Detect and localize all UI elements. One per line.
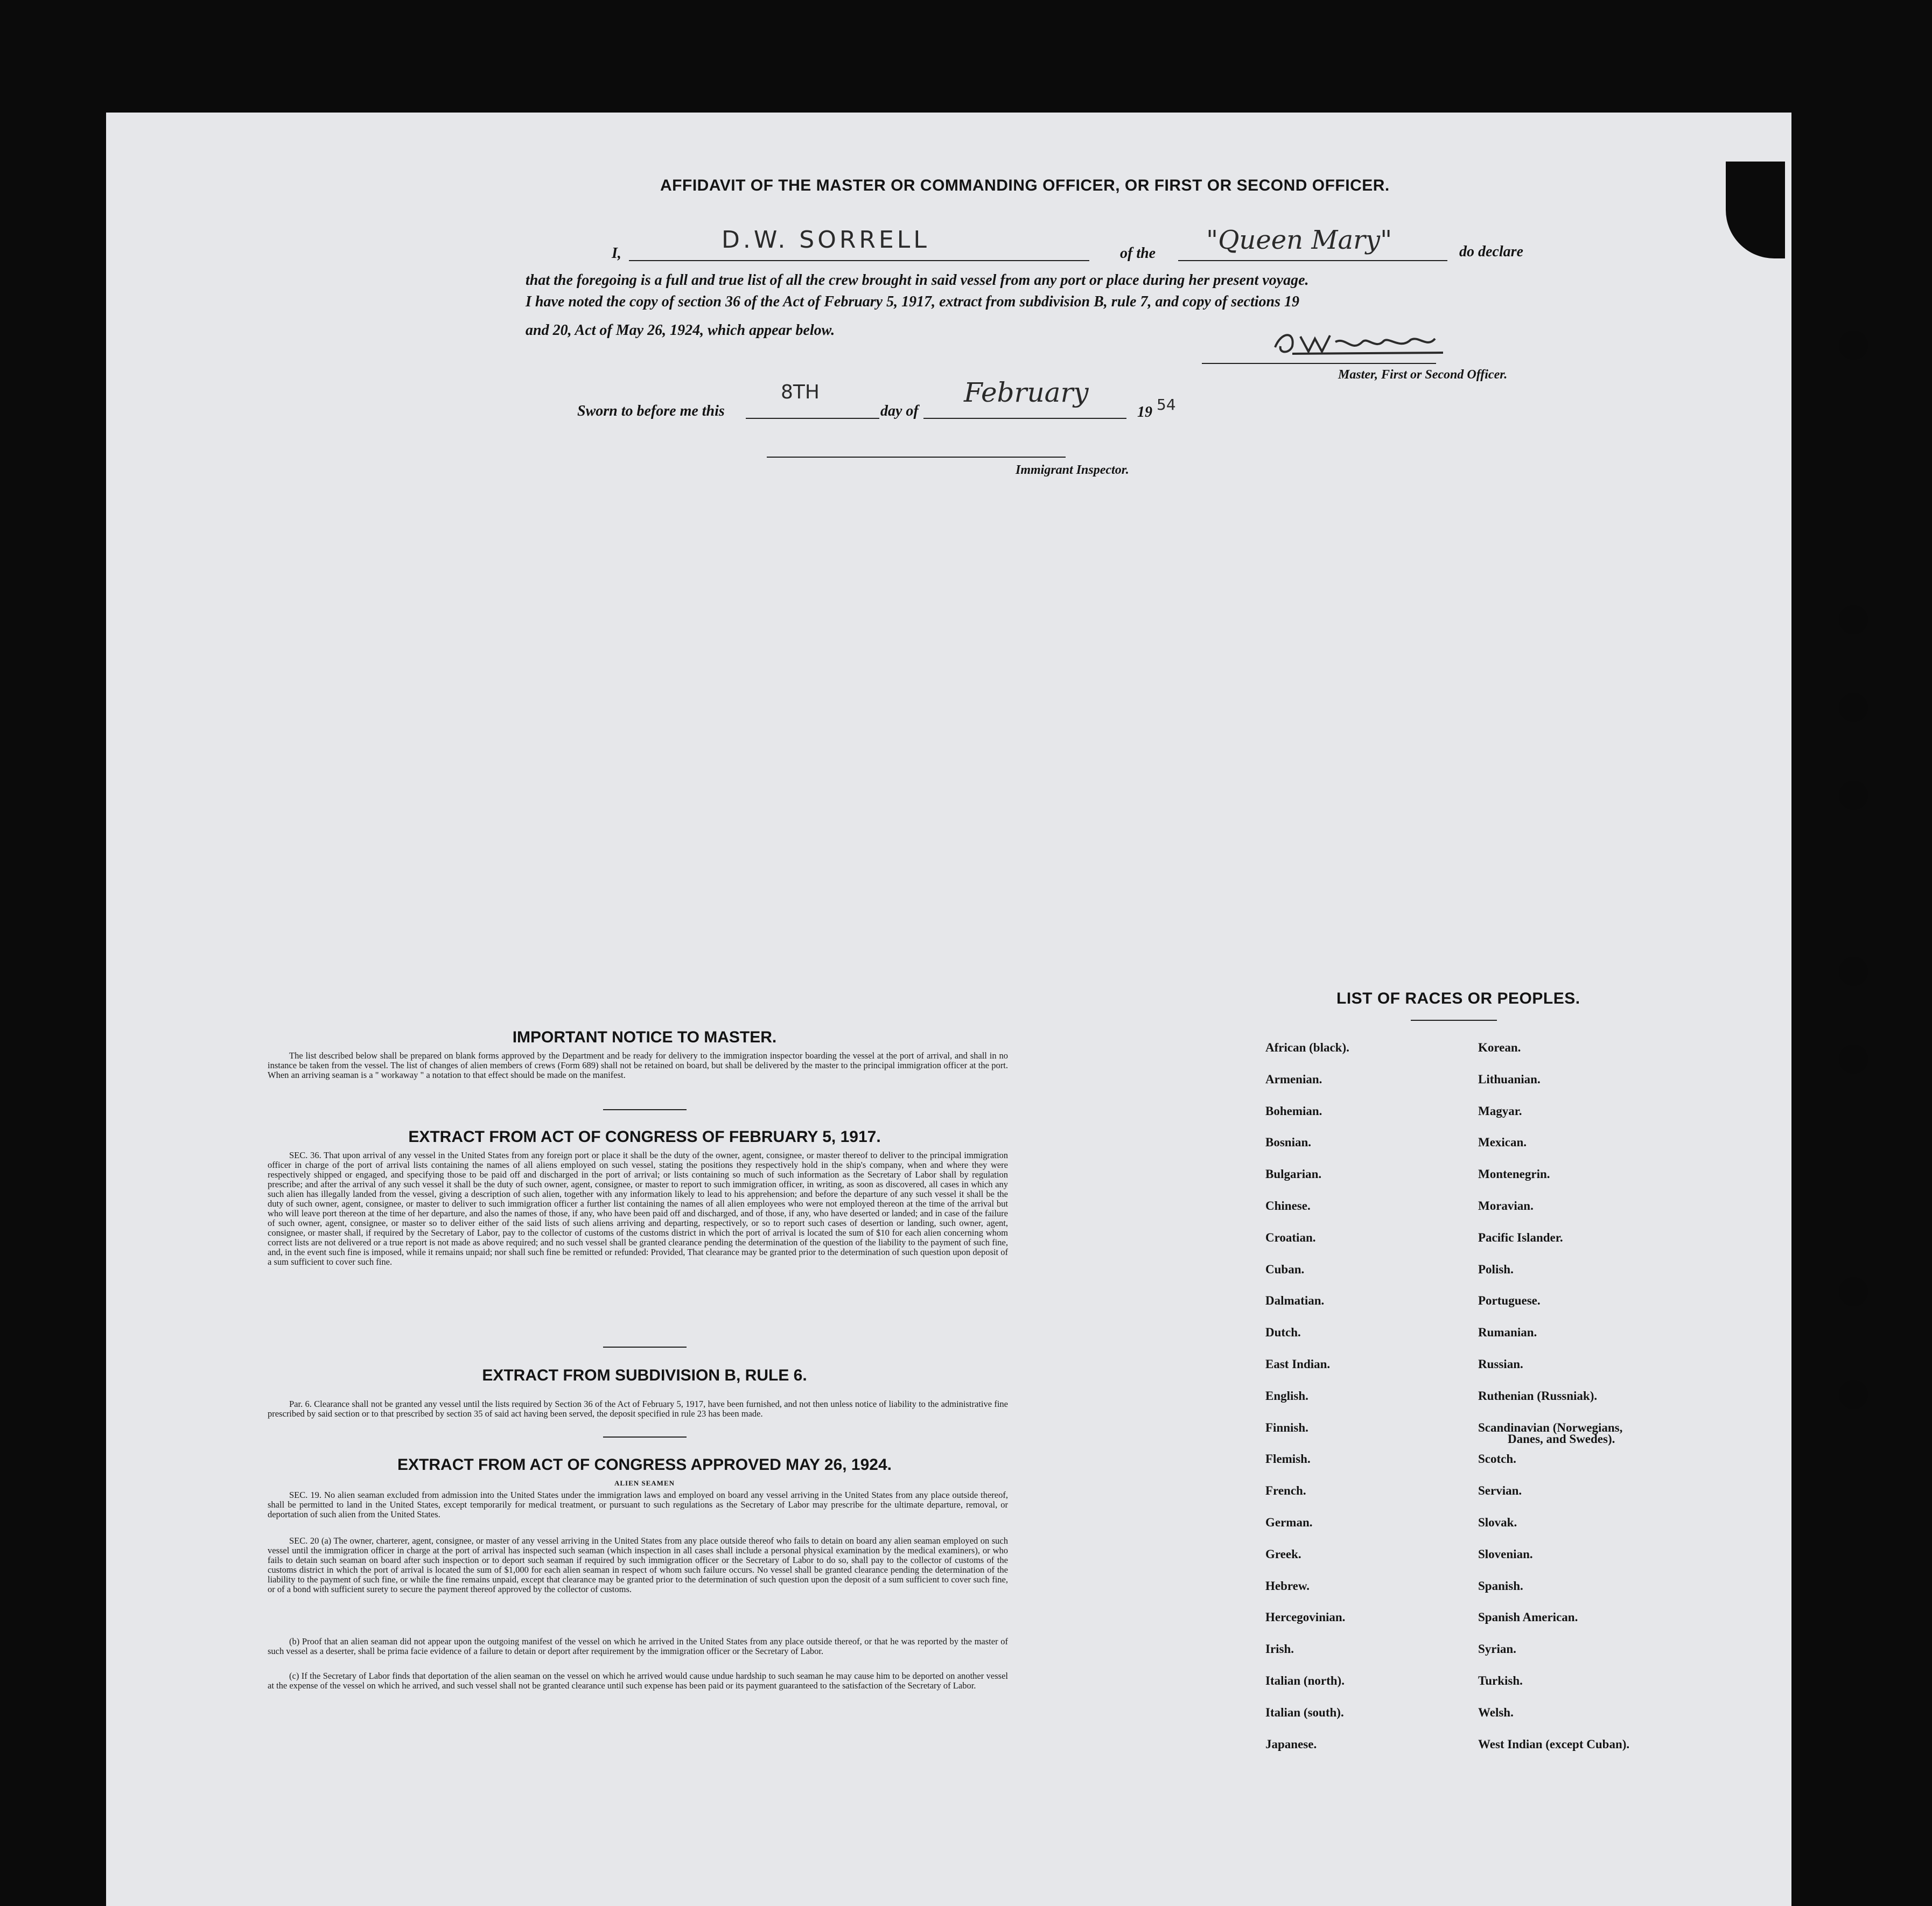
race-list-item: Dalmatian.	[1265, 1294, 1325, 1308]
race-list-item: English.	[1265, 1389, 1308, 1403]
race-list-item: Bohemian.	[1265, 1104, 1322, 1118]
race-list-item: African (black).	[1265, 1041, 1349, 1054]
race-list-item: Pacific Islander.	[1478, 1230, 1563, 1244]
section-divider	[603, 1347, 687, 1348]
race-list-item: Hebrew.	[1265, 1579, 1310, 1593]
name-line	[629, 260, 1089, 261]
subdivision-title: EXTRACT FROM SUBDIVISION B, RULE 6.	[482, 1367, 807, 1384]
race-list-item: Greek.	[1265, 1547, 1301, 1561]
race-list-item: East Indian.	[1265, 1357, 1331, 1371]
race-list-item: Polish.	[1478, 1262, 1514, 1276]
affidavit-i-label: I,	[612, 245, 621, 262]
punch-hole	[1839, 605, 1868, 634]
race-list-item: Spanish American.	[1478, 1610, 1578, 1624]
races-title-underline	[1411, 1020, 1497, 1021]
extract-1924-sec19: SEC. 19. No alien seaman excluded from admission into the United States under the immigration laws and employed on board any vessel arriving in the United States from any place outside thereof, shall be permitted to land in the United States, except temporarily for medical treatment, or pursuant to such regulations as the Secretary of Labor may prescribe for the ultimate departure, removal, or deportation of such alien from the United States.	[268, 1490, 1008, 1519]
punch-hole	[1839, 957, 1868, 986]
punch-hole	[1839, 693, 1868, 722]
race-list-item: Hercegovinian.	[1265, 1610, 1346, 1624]
sworn-day-handwritten: 8TH	[781, 381, 820, 403]
race-list-item: Slovenian.	[1478, 1547, 1533, 1561]
punch-hole	[1839, 1380, 1868, 1409]
punch-hole	[1839, 331, 1868, 360]
race-list-item: Turkish.	[1478, 1674, 1523, 1687]
punch-hole	[1839, 1045, 1868, 1074]
signature-drawing	[1271, 320, 1454, 363]
master-officer-label: Master, First or Second Officer.	[1338, 368, 1508, 382]
race-list-item: Irish.	[1265, 1642, 1294, 1656]
race-scandinavian-continued: Danes, and Swedes).	[1508, 1432, 1615, 1446]
extract-1924-sec20a: SEC. 20 (a) The owner, charterer, agent, consignee, or master of any vessel arriving in the United States from any place outside thereof who fails to detain on board any alien seaman employed on such vessel until the immigration officer in charge at the port of arrival has inspected such seaman (which inspection in all cases shall include a personal physical examination by the medical examiners), or who fails to detain such seaman on board after such inspection or to deport such seaman if required by such immigration officer or the Secretary of Labor to do so, shall pay to the collector of customs of the customs district in which the port of arrival is located the sum of $1,000 for each alien seaman in respect of whom such failure occurs. No vessel shall be granted clearance pending the determination of the liability to the payment of such fine, or while the fine remains unpaid, except that clearance may be granted prior to the determination of such question upon the deposit of a sum sufficient to cover such fine, or of a bond with sufficient surety to secure the payment thereof approved by the collector of customs.	[268, 1536, 1008, 1594]
race-list-item: Magyar.	[1478, 1104, 1522, 1118]
race-list-item: Flemish.	[1265, 1452, 1311, 1466]
race-list-item: Scotch.	[1478, 1452, 1516, 1466]
notice-title: IMPORTANT NOTICE TO MASTER.	[512, 1028, 777, 1046]
race-list-item: Servian.	[1478, 1484, 1522, 1498]
subdivision-text: Par. 6. Clearance shall not be granted any vessel until the lists required by Section 36 of the Act of February 5, 1917, have been furnished, and not then unless notice of liability to the administrative fine prescribed by said section or to that prescribed by section 35 of said act having been served, the deposit specified in rule 23 has been made.	[268, 1399, 1008, 1419]
do-declare-label: do declare	[1459, 243, 1523, 260]
race-list-item: Japanese.	[1265, 1737, 1317, 1751]
day-of-label: day of	[880, 403, 919, 419]
race-list-item: Croatian.	[1265, 1230, 1316, 1244]
sworn-month-line	[923, 418, 1126, 419]
alien-seamen-subhead: ALIEN SEAMEN	[614, 1479, 675, 1487]
race-list-item: Portuguese.	[1478, 1294, 1541, 1308]
race-list-item: Mexican.	[1478, 1136, 1527, 1150]
year-prefix: 19	[1137, 404, 1152, 421]
race-list-item: West Indian (except Cuban).	[1478, 1737, 1630, 1751]
race-list-item: Armenian.	[1265, 1072, 1322, 1086]
vessel-line	[1178, 260, 1447, 261]
race-list-item: Moravian.	[1478, 1199, 1534, 1213]
year-suffix-handwritten: 54	[1157, 396, 1176, 414]
inspector-label: Immigrant Inspector.	[1016, 463, 1129, 477]
race-list-item: Cuban.	[1265, 1262, 1305, 1276]
race-list-item: German.	[1265, 1516, 1313, 1529]
extract-1917-text: SEC. 36. That upon arrival of any vessel in the United States from any foreign port or place it shall be the duty of the owner, agent, consignee, or master thereof to deliver to the principal immigration officer in charge of the port of arrival lists containing the names of all aliens employed on such vessel, stating the positions they respectively hold in the ship's company, when and where they were respectively shipped or engaged, and specifying those to be paid off and discharged in the port of arrival; or lists containing so much of such information as the Secretary of Labor shall by regulation prescribe; and after the arrival of any such vessel it shall be the duty of such owner, agent, consignee, or master to report to such immigration officer, in writing, as soon as discovered, all cases in which any such alien has illegally landed from the vessel, giving a description of such alien, together with any information likely to lead to his apprehension; and before the departure of any such vessel it shall be the duty of such owner, agent, consignee, or master to deliver to such immigration officer a further list containing the names of all alien employees who were not employed thereon at the time of the arrival but who will leave port thereon at the time of her departure, and also the names of those, if any, who have been paid off and discharged, and of those, if any, who have deserted or landed; and in case of the failure of such owner, agent, consignee, or master so to deliver either of the said lists of such aliens arriving and departing, respectively, or so to report such cases of desertion or landing, such owner, agent, consignee, or master shall, if required by the Secretary of Labor, pay to the collector of customs of the customs district in which the port of arrival is located the sum of $10 for each alien concerning whom correct lists are not delivered or a true report is not made as above required; and no such vessel shall be granted clearance pending the determination of the question of the liability to the payment of such fine, and, in the event such fine is imposed, while it remains unpaid; nor shall such fine be remitted or refunded: Provided, That clearance may be granted prior to the determination of such question upon deposit of a sum sufficient to cover such fine.	[268, 1150, 1008, 1267]
master-signature-line	[1202, 363, 1436, 364]
race-list-item: Scandinavian (Norwegians,	[1478, 1420, 1623, 1434]
race-list-item: Finnish.	[1265, 1420, 1308, 1434]
races-title: LIST OF RACES OR PEOPLES.	[1336, 990, 1580, 1007]
affidavit-line-2: that the foregoing is a full and true list of all the crew brought in said vessel from any port or place during her present voyage.	[526, 272, 1309, 289]
section-divider	[603, 1109, 687, 1110]
section-divider	[603, 1436, 687, 1438]
affidavit-title: AFFIDAVIT OF THE MASTER OR COMMANDING OFFICER, OR FIRST OR SECOND OFFICER.	[660, 177, 1390, 194]
punch-hole	[1839, 781, 1868, 810]
race-list-item: Slovak.	[1478, 1516, 1517, 1529]
race-list-item: Chinese.	[1265, 1199, 1311, 1213]
race-list-item: Welsh.	[1478, 1705, 1514, 1719]
of-the-label: of the	[1120, 245, 1156, 262]
race-list-item: French.	[1265, 1484, 1306, 1498]
sworn-label: Sworn to before me this	[577, 403, 725, 419]
race-list-item: Lithuanian.	[1478, 1072, 1541, 1086]
punch-hole	[1839, 1277, 1868, 1306]
master-signature	[1271, 320, 1454, 369]
extract-1924-sec20b: (b) Proof that an alien seaman did not appear upon the outgoing manifest of the vessel on which he arrived in the United States from any place outside thereof, or that he was reported by the master of such vessel as a deserter, shall be prima facie evidence of a failure to detain or deport after requirement by the immigration officer or the Secretary of Labor.	[268, 1636, 1008, 1656]
race-list-item: Rumanian.	[1478, 1326, 1537, 1340]
race-list-item: Bulgarian.	[1265, 1167, 1322, 1181]
sworn-day-line	[746, 418, 879, 419]
race-list-item: Syrian.	[1478, 1642, 1516, 1656]
race-list-item: Italian (north).	[1265, 1674, 1345, 1687]
race-list-item: Montenegrin.	[1478, 1167, 1550, 1181]
inspector-signature-line	[767, 457, 1066, 458]
race-list-item: Ruthenian (Russniak).	[1478, 1389, 1598, 1403]
master-name-handwritten: D.W. SORRELL	[722, 226, 930, 254]
vessel-name-handwritten: "Queen Mary"	[1206, 225, 1392, 255]
race-list-item: Spanish.	[1478, 1579, 1523, 1593]
notice-text: The list described below shall be prepared on blank forms approved by the Department and be ready for delivery to the immigration inspector boarding the vessel at the port of arrival, and shall in no instance be taken from the vessel. The list of changes of alien members of crews (Form 689) shall not be retained on board, but shall be delivered by the master to the principal immigration officer at the port. When an arriving seaman is a " workaway " a notation to that effect should be made on the manifest.	[268, 1050, 1008, 1080]
race-list-item: Korean.	[1478, 1041, 1521, 1054]
extract-1924-title: EXTRACT FROM ACT OF CONGRESS APPROVED MAY 26, 1924.	[397, 1456, 892, 1474]
race-list-item: Russian.	[1478, 1357, 1523, 1371]
race-list-item: Italian (south).	[1265, 1705, 1344, 1719]
affidavit-line-4: and 20, Act of May 26, 1924, which appear below.	[526, 322, 835, 339]
sworn-month-handwritten: February	[964, 377, 1089, 408]
affidavit-line-3: I have noted the copy of section 36 of the Act of February 5, 1917, extract from subdivision B, rule 7, and copy of sections 19	[526, 293, 1300, 310]
extract-1924-sec20c: (c) If the Secretary of Labor finds that deportation of the alien seaman on the vessel on which he arrived would cause undue hardship to such seaman he may cause him to be deported on another vessel at the expense of the vessel on which he arrived, and such vessel shall not be granted clearance until such expense has been paid or its payment guaranteed to the satisfaction of the Secretary of Labor.	[268, 1671, 1008, 1691]
extract-1917-title: EXTRACT FROM ACT OF CONGRESS OF FEBRUARY 5, 1917.	[408, 1128, 881, 1146]
race-list-item: Bosnian.	[1265, 1136, 1312, 1150]
race-list-item: Dutch.	[1265, 1326, 1301, 1340]
